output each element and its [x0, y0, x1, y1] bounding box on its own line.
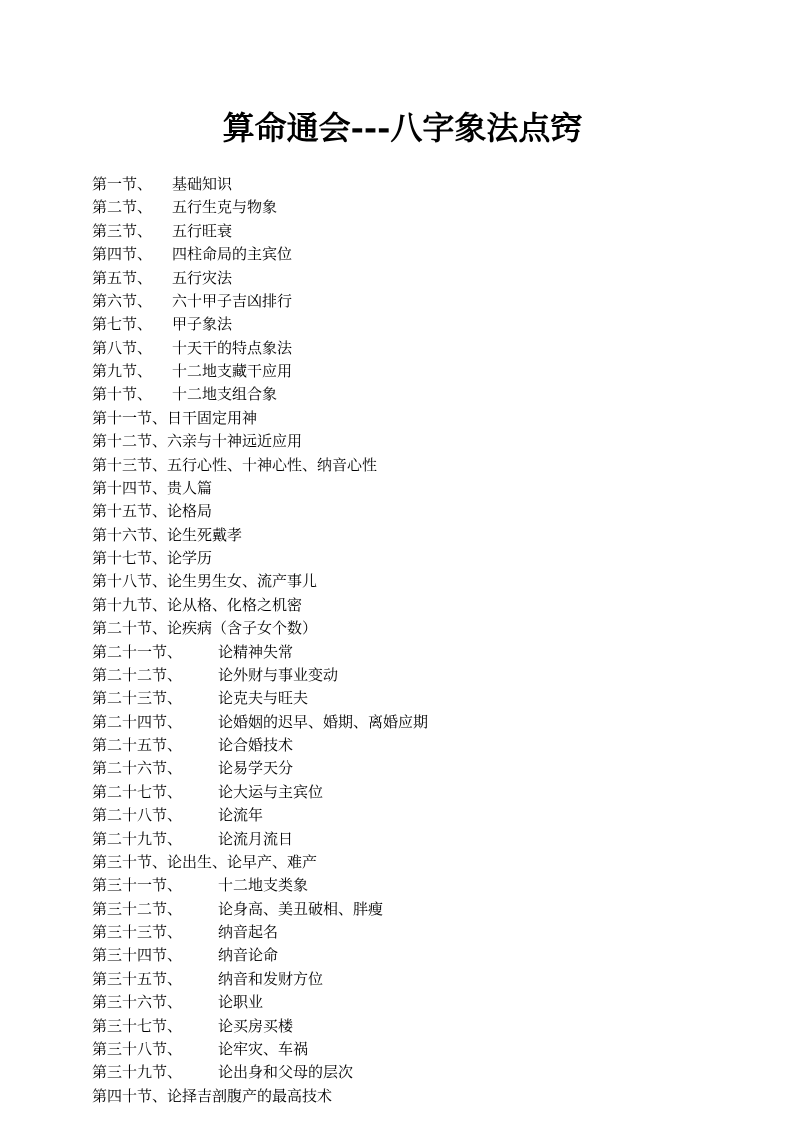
- toc-entry-number: 第九节、: [92, 362, 153, 380]
- toc-entry: [92, 781, 692, 804]
- toc-entry: [92, 173, 692, 196]
- toc-entry-title: 论克夫与旺夫: [218, 689, 309, 708]
- toc-entry-number: 第二十七节、: [92, 782, 183, 801]
- toc-entry-title: 纳音起名: [218, 923, 279, 941]
- toc-entry: [92, 991, 692, 1014]
- toc-entry: [92, 757, 692, 780]
- toc-entry: [92, 711, 692, 734]
- toc-entry-title: 论婚姻的迟早、婚期、离婚应期: [218, 712, 429, 731]
- toc-entry-title: 论择吉剖腹产的最高技术: [167, 1086, 333, 1105]
- toc-entry: [92, 524, 692, 547]
- toc-entry: [92, 898, 692, 921]
- toc-entry-title: 论从格、化格之机密: [167, 595, 303, 614]
- toc-entry-number: 第二十节、: [92, 619, 168, 638]
- toc-entry-number: 第二十五节、: [92, 736, 183, 754]
- toc-entry: [92, 804, 692, 827]
- toc-entry: [92, 1038, 692, 1061]
- toc-entry: [92, 220, 692, 243]
- toc-entry-number: 第四十节、: [92, 1086, 168, 1105]
- toc-entry-title: 纳音和发财方位: [218, 969, 324, 988]
- toc-entry-title: 论流月流日: [218, 829, 294, 848]
- toc-entry: [92, 944, 692, 967]
- toc-entry-number: 第六节、: [92, 291, 153, 310]
- toc-entry-number: 第三十九节、: [92, 1063, 183, 1082]
- toc-entry-title: 论流年: [218, 806, 264, 825]
- toc-entry: [92, 454, 692, 477]
- toc-entry: [92, 921, 692, 944]
- toc-entry: [92, 290, 692, 313]
- toc-entry: [92, 337, 692, 360]
- toc-entry-number: 第三十节、: [92, 852, 168, 871]
- toc-entry-number: 第十九节、: [92, 595, 168, 614]
- toc-entry-title: 五行生克与物象: [172, 198, 278, 217]
- toc-entry: [92, 1061, 692, 1084]
- toc-entry-number: 第十六节、: [92, 525, 168, 544]
- toc-entry-number: 第三十七节、: [92, 1016, 183, 1035]
- toc-entry: [92, 617, 692, 640]
- toc-entry-title: 六亲与十神远近应用: [167, 432, 303, 451]
- toc-entry-title: 论格局: [167, 502, 213, 521]
- toc-entry-title: 五行旺衰: [172, 221, 233, 240]
- toc-entry-number: 第二十九节、: [92, 829, 183, 848]
- toc-entry-title: 论合婚技术: [218, 736, 294, 754]
- toc-entry-number: 第十一节、: [92, 408, 168, 427]
- toc-entry-number: 第二节、: [92, 198, 153, 217]
- toc-entry-number: 第三十二节、: [92, 899, 183, 918]
- toc-entry-title: 论职业: [218, 993, 264, 1012]
- toc-entry: [92, 594, 692, 617]
- page-title: 算命通会---八字象法点窍: [222, 109, 583, 147]
- toc-entry-number: 第二十四节、: [92, 712, 183, 731]
- toc-entry: [92, 734, 692, 757]
- toc-entry-number: 第十七节、: [92, 549, 168, 567]
- toc-entry: [92, 1085, 692, 1108]
- toc-entry-number: 第十节、: [92, 385, 153, 404]
- toc-entry: [92, 547, 692, 570]
- toc-entry: [92, 196, 692, 219]
- toc-entry-number: 第一节、: [92, 175, 153, 193]
- toc-entry: [92, 243, 692, 266]
- table-of-contents: [92, 173, 692, 1108]
- toc-entry-number: 第十五节、: [92, 502, 168, 521]
- toc-entry-number: 第二十二节、: [92, 665, 183, 684]
- toc-entry-number: 第十三节、: [92, 455, 168, 474]
- toc-entry-number: 第十八节、: [92, 572, 168, 591]
- toc-entry-number: 第八节、: [92, 338, 153, 357]
- toc-entry-title: 日干固定用神: [167, 408, 258, 427]
- toc-entry-title: 基础知识: [172, 175, 233, 193]
- toc-entry-number: 第二十八节、: [92, 806, 183, 825]
- toc-entry-number: 第三十一节、: [92, 876, 183, 895]
- toc-entry-title: 论外财与事业变动: [218, 665, 339, 684]
- toc-entry-title: 论精神失常: [218, 642, 294, 661]
- toc-entry-title: 论身高、美丑破相、胖瘦: [218, 899, 384, 918]
- toc-entry-title: 四柱命局的主宾位: [172, 245, 293, 264]
- toc-entry-title: 十二地支类象: [218, 876, 309, 895]
- toc-entry: [92, 267, 692, 290]
- toc-entry-number: 第十四节、: [92, 478, 168, 497]
- toc-entry: [92, 313, 692, 336]
- toc-entry: [92, 383, 692, 406]
- toc-entry: [92, 687, 692, 710]
- toc-entry-title: 论出身和父母的层次: [218, 1063, 354, 1082]
- toc-entry: [92, 360, 692, 383]
- toc-entry-number: 第三节、: [92, 221, 153, 240]
- toc-entry-number: 第三十五节、: [92, 969, 183, 988]
- toc-entry-number: 第五节、: [92, 268, 153, 287]
- toc-entry-title: 论大运与主宾位: [218, 782, 324, 801]
- toc-entry-number: 第二十六节、: [92, 759, 183, 778]
- toc-entry-title: 纳音论命: [218, 946, 279, 965]
- toc-entry-title: 论学历: [167, 549, 213, 567]
- toc-entry: [92, 430, 692, 453]
- toc-entry: [92, 851, 692, 874]
- toc-entry: [92, 641, 692, 664]
- toc-entry-title: 论生男生女、流产事儿: [167, 572, 318, 591]
- toc-entry-title: 论疾病（含子女个数）: [167, 619, 318, 638]
- toc-entry: [92, 1015, 692, 1038]
- toc-entry-title: 五行心性、十神心性、纳音心性: [167, 455, 378, 474]
- toc-entry-number: 第二十三节、: [92, 689, 183, 708]
- toc-entry: [92, 828, 692, 851]
- toc-entry-number: 第七节、: [92, 315, 153, 334]
- toc-entry-title: 论易学天分: [218, 759, 294, 778]
- toc-entry: [92, 664, 692, 687]
- toc-entry: [92, 477, 692, 500]
- toc-entry-title: 十天干的特点象法: [172, 338, 293, 357]
- toc-entry: [92, 874, 692, 897]
- toc-entry: [92, 500, 692, 523]
- toc-entry-title: 六十甲子吉凶排行: [172, 291, 293, 310]
- toc-entry-number: 第二十一节、: [92, 642, 183, 661]
- toc-entry-title: 论买房买楼: [218, 1016, 294, 1035]
- toc-entry-title: 十二地支组合象: [172, 385, 278, 404]
- toc-entry-number: 第四节、: [92, 245, 153, 264]
- toc-entry-title: 论生死戴孝: [167, 525, 243, 544]
- toc-entry: [92, 407, 692, 430]
- toc-entry-title: 十二地支藏干应用: [172, 362, 293, 380]
- toc-entry-title: 五行灾法: [172, 268, 233, 287]
- toc-entry-title: 甲子象法: [172, 315, 233, 334]
- toc-entry-number: 第三十三节、: [92, 923, 183, 941]
- toc-entry-number: 第三十八节、: [92, 1039, 183, 1058]
- toc-entry-number: 第十二节、: [92, 432, 168, 451]
- toc-entry-title: 论出生、论早产、难产: [167, 852, 318, 871]
- toc-entry-title: 贵人篇: [167, 478, 213, 497]
- toc-entry-number: 第三十六节、: [92, 993, 183, 1012]
- toc-entry-number: 第三十四节、: [92, 946, 183, 965]
- toc-entry: [92, 570, 692, 593]
- toc-entry-title: 论牢灾、车祸: [218, 1039, 309, 1058]
- toc-entry: [92, 968, 692, 991]
